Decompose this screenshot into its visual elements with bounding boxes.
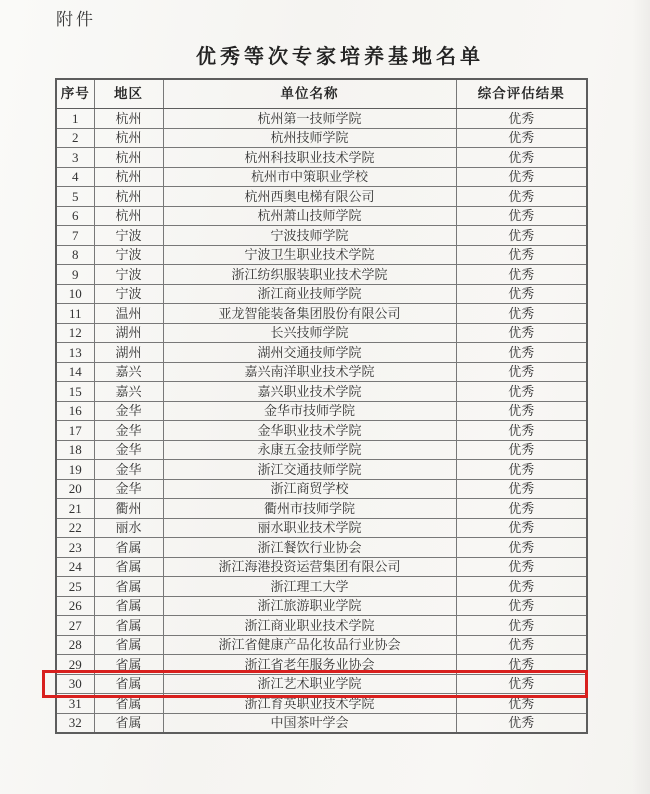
cell-region: 杭州 (94, 167, 163, 187)
table-row (56, 479, 587, 499)
cell-region: 湖州 (94, 323, 163, 343)
cell-result: 优秀 (456, 616, 587, 636)
cell-no: 2 (56, 128, 94, 148)
cell-region: 杭州 (94, 128, 163, 148)
cell-no: 27 (56, 616, 94, 636)
col-header-result: 综合评估结果 (456, 79, 587, 109)
cell-result: 优秀 (456, 128, 587, 148)
cell-no: 20 (56, 479, 94, 499)
cell-result: 优秀 (456, 635, 587, 655)
cell-unit-name: 杭州萧山技师学院 (163, 206, 456, 226)
cell-unit-name: 宁波技师学院 (163, 226, 456, 246)
cell-no: 28 (56, 635, 94, 655)
cell-no: 18 (56, 440, 94, 460)
table-row (56, 206, 587, 226)
cell-result: 优秀 (456, 382, 587, 402)
table-row (56, 226, 587, 246)
col-header-unit-name: 单位名称 (163, 79, 456, 109)
cell-unit-name: 湖州交通技师学院 (163, 343, 456, 363)
cell-result: 优秀 (456, 557, 587, 577)
attachment-label: 附件 (56, 10, 96, 29)
cell-no: 16 (56, 401, 94, 421)
cell-no: 6 (56, 206, 94, 226)
cell-unit-name: 杭州科技职业技术学院 (163, 148, 456, 168)
cell-no: 7 (56, 226, 94, 246)
cell-region: 省属 (94, 596, 163, 616)
cell-region: 嘉兴 (94, 362, 163, 382)
cell-unit-name: 丽水职业技术学院 (163, 518, 456, 538)
cell-region: 丽水 (94, 518, 163, 538)
cell-result: 优秀 (456, 694, 587, 714)
cell-no: 19 (56, 460, 94, 480)
cell-unit-name: 浙江海港投资运营集团有限公司 (163, 557, 456, 577)
cell-result: 优秀 (456, 206, 587, 226)
cell-region: 宁波 (94, 265, 163, 285)
cell-unit-name: 杭州市中策职业学校 (163, 167, 456, 187)
cell-unit-name: 杭州西奥电梯有限公司 (163, 187, 456, 207)
table-row (56, 284, 587, 304)
cell-result: 优秀 (456, 362, 587, 382)
table-row (56, 167, 587, 187)
cell-no: 12 (56, 323, 94, 343)
cell-no: 9 (56, 265, 94, 285)
table-row (56, 440, 587, 460)
cell-unit-name: 浙江省健康产品化妆品行业协会 (163, 635, 456, 655)
cell-unit-name: 长兴技师学院 (163, 323, 456, 343)
cell-no: 5 (56, 187, 94, 207)
table-row (56, 421, 587, 441)
cell-region: 杭州 (94, 187, 163, 207)
cell-result: 优秀 (456, 167, 587, 187)
cell-unit-name: 衢州市技师学院 (163, 499, 456, 519)
cell-unit-name: 嘉兴南洋职业技术学院 (163, 362, 456, 382)
table-row (56, 148, 587, 168)
cell-region: 衢州 (94, 499, 163, 519)
cell-result: 优秀 (456, 401, 587, 421)
cell-result: 优秀 (456, 187, 587, 207)
cell-result: 优秀 (456, 323, 587, 343)
cell-result: 优秀 (456, 421, 587, 441)
cell-unit-name: 杭州第一技师学院 (163, 109, 456, 129)
table-row (56, 577, 587, 597)
cell-region: 宁波 (94, 226, 163, 246)
cell-no: 11 (56, 304, 94, 324)
cell-no: 8 (56, 245, 94, 265)
table-row (56, 128, 587, 148)
cell-result: 优秀 (456, 479, 587, 499)
cell-no: 24 (56, 557, 94, 577)
cell-no: 13 (56, 343, 94, 363)
cell-no: 23 (56, 538, 94, 558)
cell-no: 15 (56, 382, 94, 402)
table-row (56, 109, 587, 129)
cell-no: 31 (56, 694, 94, 714)
table-row (56, 596, 587, 616)
cell-unit-name: 浙江省老年服务业协会 (163, 655, 456, 675)
cell-no: 32 (56, 713, 94, 733)
cell-unit-name: 金华职业技术学院 (163, 421, 456, 441)
table-row (56, 304, 587, 324)
cell-region: 温州 (94, 304, 163, 324)
cell-no: 21 (56, 499, 94, 519)
table-row (56, 499, 587, 519)
table-row (56, 323, 587, 343)
table-row (56, 362, 587, 382)
table-body (56, 109, 587, 734)
cell-unit-name: 亚龙智能装备集团股份有限公司 (163, 304, 456, 324)
cell-unit-name: 浙江商业技师学院 (163, 284, 456, 304)
cell-region: 杭州 (94, 109, 163, 129)
table-row (56, 713, 587, 733)
cell-region: 宁波 (94, 284, 163, 304)
cell-region: 省属 (94, 577, 163, 597)
cell-result: 优秀 (456, 577, 587, 597)
cell-no: 25 (56, 577, 94, 597)
table-row (56, 538, 587, 558)
cell-no: 1 (56, 109, 94, 129)
table-header-row (56, 79, 587, 109)
cell-result: 优秀 (456, 343, 587, 363)
cell-no: 14 (56, 362, 94, 382)
cell-region: 省属 (94, 557, 163, 577)
cell-no: 22 (56, 518, 94, 538)
cell-region: 金华 (94, 401, 163, 421)
table-row (56, 265, 587, 285)
cell-no: 29 (56, 655, 94, 675)
cell-unit-name: 浙江育英职业技术学院 (163, 694, 456, 714)
cell-unit-name: 嘉兴职业技术学院 (163, 382, 456, 402)
cell-unit-name: 宁波卫生职业技术学院 (163, 245, 456, 265)
cell-region: 杭州 (94, 206, 163, 226)
cell-result: 优秀 (456, 265, 587, 285)
table-row (56, 187, 587, 207)
cell-unit-name: 浙江交通技师学院 (163, 460, 456, 480)
cell-unit-name: 浙江纺织服装职业技术学院 (163, 265, 456, 285)
table-row (56, 343, 587, 363)
cell-region: 省属 (94, 655, 163, 675)
cell-result: 优秀 (456, 440, 587, 460)
cell-region: 省属 (94, 538, 163, 558)
cell-result: 优秀 (456, 148, 587, 168)
cell-no: 17 (56, 421, 94, 441)
cell-no: 30 (56, 674, 94, 694)
cell-region: 金华 (94, 460, 163, 480)
cell-unit-name: 浙江艺术职业学院 (163, 674, 456, 694)
table-row (56, 674, 587, 694)
cell-result: 优秀 (456, 284, 587, 304)
cell-result: 优秀 (456, 596, 587, 616)
table-row (56, 616, 587, 636)
cell-unit-name: 浙江餐饮行业协会 (163, 538, 456, 558)
cell-result: 优秀 (456, 460, 587, 480)
table-row (56, 382, 587, 402)
cell-result: 优秀 (456, 655, 587, 675)
page-title: 优秀等次专家培养基地名单 (196, 46, 484, 68)
cell-no: 10 (56, 284, 94, 304)
table-row (56, 245, 587, 265)
cell-unit-name: 浙江商业职业技术学院 (163, 616, 456, 636)
cell-result: 优秀 (456, 713, 587, 733)
cell-unit-name: 金华市技师学院 (163, 401, 456, 421)
cell-region: 省属 (94, 694, 163, 714)
table-row (56, 655, 587, 675)
table-row (56, 518, 587, 538)
cell-unit-name: 浙江商贸学校 (163, 479, 456, 499)
table-row (56, 557, 587, 577)
cell-region: 湖州 (94, 343, 163, 363)
cell-result: 优秀 (456, 109, 587, 129)
table-row (56, 460, 587, 480)
cell-unit-name: 浙江理工大学 (163, 577, 456, 597)
table-row (56, 401, 587, 421)
cell-result: 优秀 (456, 226, 587, 246)
cell-unit-name: 中国茶叶学会 (163, 713, 456, 733)
cell-result: 优秀 (456, 674, 587, 694)
cell-result: 优秀 (456, 499, 587, 519)
cell-result: 优秀 (456, 304, 587, 324)
cell-region: 省属 (94, 674, 163, 694)
cell-region: 金华 (94, 479, 163, 499)
cell-unit-name: 永康五金技师学院 (163, 440, 456, 460)
training-base-table (55, 78, 588, 734)
cell-result: 优秀 (456, 518, 587, 538)
cell-region: 宁波 (94, 245, 163, 265)
cell-region: 省属 (94, 616, 163, 636)
cell-no: 4 (56, 167, 94, 187)
cell-result: 优秀 (456, 245, 587, 265)
table-row (56, 694, 587, 714)
cell-no: 3 (56, 148, 94, 168)
cell-region: 省属 (94, 635, 163, 655)
cell-unit-name: 浙江旅游职业学院 (163, 596, 456, 616)
col-header-no: 序号 (56, 79, 94, 109)
cell-region: 省属 (94, 713, 163, 733)
col-header-region: 地区 (94, 79, 163, 109)
cell-region: 金华 (94, 421, 163, 441)
cell-result: 优秀 (456, 538, 587, 558)
cell-region: 金华 (94, 440, 163, 460)
table-row (56, 635, 587, 655)
cell-region: 杭州 (94, 148, 163, 168)
cell-region: 嘉兴 (94, 382, 163, 402)
cell-no: 26 (56, 596, 94, 616)
cell-unit-name: 杭州技师学院 (163, 128, 456, 148)
